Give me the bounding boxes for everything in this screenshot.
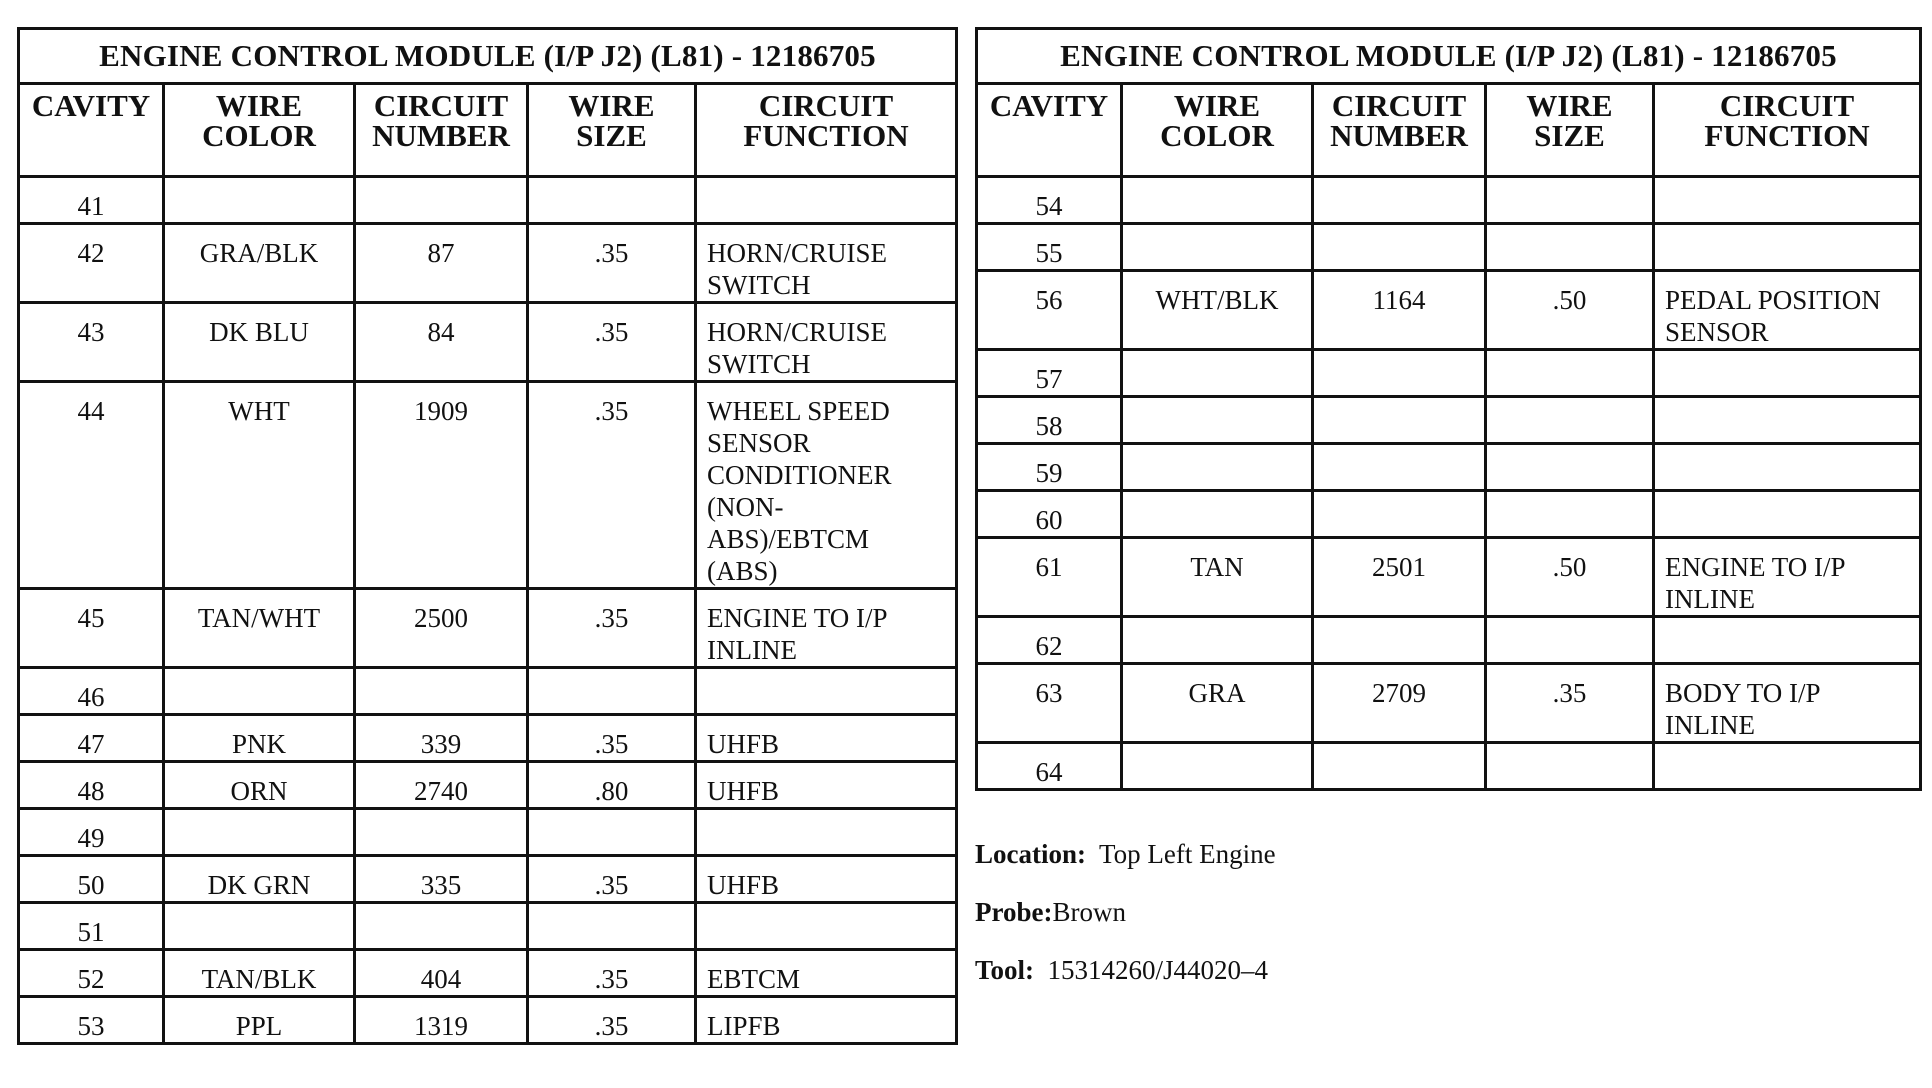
table-row — [977, 743, 1921, 790]
circuit-number-cell — [355, 903, 528, 950]
cavity-cell: 63 — [977, 664, 1122, 743]
circuit-number-cell — [1313, 397, 1486, 444]
table-row — [977, 491, 1921, 538]
table-row — [19, 177, 957, 224]
circuit-function-cell — [1654, 224, 1921, 271]
table-row — [977, 224, 1921, 271]
wire-color-cell: DK BLU — [164, 303, 355, 382]
cavity-cell: 62 — [977, 617, 1122, 664]
column-header-line: WIRE — [1173, 88, 1261, 123]
table-row — [19, 856, 957, 903]
cavity-cell: 52 — [19, 950, 164, 997]
circuit-function-cell — [1654, 444, 1921, 491]
column-header-line: SIZE — [1534, 118, 1605, 153]
probe-value: Brown — [1052, 897, 1126, 927]
table-row — [19, 997, 957, 1044]
table-row — [19, 715, 957, 762]
table-body — [19, 177, 957, 1044]
column-header-line: NUMBER — [372, 118, 510, 153]
table-row — [977, 177, 1921, 224]
wire-size-cell: .35 — [528, 715, 696, 762]
wire-color-cell — [1122, 224, 1313, 271]
circuit-function-line: UHFB — [707, 729, 780, 759]
wire-size-cell — [1486, 224, 1654, 271]
circuit-number-cell: 1164 — [1313, 271, 1486, 350]
circuit-function-line: HORN/CRUISE — [707, 317, 888, 347]
circuit-function-line: UHFB — [707, 870, 780, 900]
circuit-function-cell — [696, 997, 957, 1044]
circuit-function-cell — [696, 589, 957, 668]
column-header-circuit-function — [1654, 84, 1921, 177]
table-row — [19, 589, 957, 668]
wire-color-cell: TAN/BLK — [164, 950, 355, 997]
column-header-line: WIRE — [1526, 88, 1613, 123]
column-header-line: NUMBER — [1330, 118, 1468, 153]
wire-color-cell — [1122, 444, 1313, 491]
circuit-function-cell — [696, 177, 957, 224]
wire-size-cell: .50 — [1486, 271, 1654, 350]
circuit-function-line: EBTCM — [707, 964, 801, 994]
wire-size-cell: .35 — [528, 856, 696, 903]
column-header-circuit-number — [355, 84, 528, 177]
column-header-cavity — [19, 84, 164, 177]
wire-color-cell: TAN/WHT — [164, 589, 355, 668]
location-label: Location: — [975, 839, 1086, 869]
wire-size-cell — [1486, 743, 1654, 790]
column-header-line: CIRCUIT — [1331, 88, 1467, 123]
circuit-function-cell — [696, 303, 957, 382]
circuit-function-line: SWITCH — [707, 349, 811, 379]
circuit-function-line: WHEEL SPEED — [707, 396, 890, 426]
right-connector-table — [975, 27, 1922, 791]
table-row — [977, 617, 1921, 664]
circuit-number-cell — [1313, 177, 1486, 224]
circuit-number-cell: 84 — [355, 303, 528, 382]
cavity-cell: 47 — [19, 715, 164, 762]
cavity-cell: 55 — [977, 224, 1122, 271]
circuit-number-cell: 339 — [355, 715, 528, 762]
circuit-function-line: (ABS) — [707, 556, 778, 586]
column-header-cavity — [977, 84, 1122, 177]
wire-size-cell: .35 — [1486, 664, 1654, 743]
cavity-cell: 56 — [977, 271, 1122, 350]
wire-color-cell: WHT — [164, 382, 355, 589]
circuit-function-line: (NON- — [707, 492, 784, 522]
circuit-number-cell — [355, 177, 528, 224]
circuit-function-line: INLINE — [1665, 584, 1755, 614]
cavity-cell: 61 — [977, 538, 1122, 617]
table-row — [19, 762, 957, 809]
table-row — [19, 382, 957, 589]
wire-size-cell — [528, 177, 696, 224]
wire-color-cell: ORN — [164, 762, 355, 809]
wire-size-cell: .80 — [528, 762, 696, 809]
circuit-function-cell — [1654, 617, 1921, 664]
wire-color-cell — [1122, 397, 1313, 444]
column-header-line: CIRCUIT — [758, 88, 894, 123]
cavity-cell: 48 — [19, 762, 164, 809]
cavity-cell: 45 — [19, 589, 164, 668]
circuit-function-cell — [696, 950, 957, 997]
location-note — [975, 838, 1276, 870]
circuit-function-line: SENSOR — [707, 428, 811, 458]
table-row — [19, 668, 957, 715]
wire-size-cell — [1486, 491, 1654, 538]
circuit-number-cell: 87 — [355, 224, 528, 303]
table-row — [977, 397, 1921, 444]
table-row — [977, 350, 1921, 397]
circuit-number-cell: 2501 — [1313, 538, 1486, 617]
column-header-line: FUNCTION — [1704, 118, 1870, 153]
cavity-cell: 46 — [19, 668, 164, 715]
wire-size-cell — [1486, 397, 1654, 444]
cavity-cell: 51 — [19, 903, 164, 950]
cavity-cell: 42 — [19, 224, 164, 303]
circuit-number-cell — [1313, 224, 1486, 271]
wire-color-cell — [164, 903, 355, 950]
column-header-wire-size — [528, 84, 696, 177]
circuit-number-cell — [1313, 491, 1486, 538]
circuit-function-line: LIPFB — [707, 1011, 781, 1041]
table-title: ENGINE CONTROL MODULE (I/P J2) (L81) - 12186705 — [977, 29, 1921, 84]
table-title: ENGINE CONTROL MODULE (I/P J2) (L81) - 12186705 — [19, 29, 957, 84]
wire-size-cell — [1486, 350, 1654, 397]
circuit-number-cell — [1313, 444, 1486, 491]
wire-color-cell — [164, 809, 355, 856]
column-header-line: COLOR — [202, 118, 316, 153]
circuit-function-cell — [696, 668, 957, 715]
table-row — [19, 809, 957, 856]
circuit-number-cell: 335 — [355, 856, 528, 903]
cavity-cell: 49 — [19, 809, 164, 856]
circuit-function-line: UHFB — [707, 776, 780, 806]
circuit-function-line: INLINE — [1665, 710, 1755, 740]
wire-size-cell: .50 — [1486, 538, 1654, 617]
circuit-function-cell — [1654, 743, 1921, 790]
circuit-function-line: ENGINE TO I/P — [1665, 552, 1846, 582]
circuit-function-line: HORN/CRUISE — [707, 238, 888, 268]
circuit-function-cell — [696, 809, 957, 856]
circuit-number-cell: 1319 — [355, 997, 528, 1044]
connector-notes — [975, 838, 1276, 1012]
column-header-line: SIZE — [576, 118, 647, 153]
circuit-function-line: BODY TO I/P — [1665, 678, 1821, 708]
circuit-function-cell — [696, 224, 957, 303]
table-body — [977, 177, 1921, 790]
wire-color-cell — [1122, 350, 1313, 397]
cavity-cell: 53 — [19, 997, 164, 1044]
column-header-wire-size — [1486, 84, 1654, 177]
table-row — [977, 271, 1921, 350]
wire-size-cell — [1486, 444, 1654, 491]
cavity-cell: 57 — [977, 350, 1122, 397]
column-header-line: CAVITY — [31, 88, 151, 123]
wire-color-cell — [1122, 491, 1313, 538]
cavity-cell: 54 — [977, 177, 1122, 224]
circuit-function-line: ENGINE TO I/P — [707, 603, 888, 633]
cavity-cell: 64 — [977, 743, 1122, 790]
wire-size-cell: .35 — [528, 997, 696, 1044]
wire-color-cell — [1122, 617, 1313, 664]
table-row — [19, 903, 957, 950]
circuit-function-line: SENSOR — [1665, 317, 1769, 347]
cavity-cell: 43 — [19, 303, 164, 382]
probe-note — [975, 896, 1276, 928]
wire-size-cell: .35 — [528, 589, 696, 668]
location-value: Top Left Engine — [1099, 839, 1276, 869]
circuit-number-cell — [355, 809, 528, 856]
column-header-row — [19, 84, 957, 177]
circuit-function-cell — [1654, 664, 1921, 743]
column-header-wire-color — [1122, 84, 1313, 177]
circuit-number-cell: 2740 — [355, 762, 528, 809]
cavity-cell: 60 — [977, 491, 1122, 538]
circuit-number-cell: 1909 — [355, 382, 528, 589]
tool-label: Tool: — [975, 955, 1035, 985]
cavity-cell: 41 — [19, 177, 164, 224]
cavity-cell: 50 — [19, 856, 164, 903]
circuit-function-cell — [1654, 491, 1921, 538]
wire-size-cell — [528, 903, 696, 950]
circuit-function-line: CONDITIONER — [707, 460, 892, 490]
wire-color-cell: DK GRN — [164, 856, 355, 903]
circuit-function-line: INLINE — [707, 635, 797, 665]
table-row — [19, 224, 957, 303]
left-connector-table — [17, 27, 958, 1045]
wire-color-cell: PNK — [164, 715, 355, 762]
circuit-number-cell: 404 — [355, 950, 528, 997]
circuit-function-line: SWITCH — [707, 270, 811, 300]
circuit-number-cell — [1313, 617, 1486, 664]
table-row — [977, 664, 1921, 743]
column-header-line: CIRCUIT — [1719, 88, 1855, 123]
wire-size-cell: .35 — [528, 950, 696, 997]
cavity-cell: 44 — [19, 382, 164, 589]
circuit-function-cell — [1654, 177, 1921, 224]
cavity-cell: 58 — [977, 397, 1122, 444]
column-header-line: WIRE — [568, 88, 655, 123]
tool-value: 15314260/J44020–4 — [1047, 955, 1269, 985]
wire-size-cell — [1486, 177, 1654, 224]
wire-size-cell — [528, 668, 696, 715]
wire-color-cell — [164, 668, 355, 715]
circuit-function-cell — [696, 762, 957, 809]
circuit-function-cell — [1654, 397, 1921, 444]
column-header-wire-color — [164, 84, 355, 177]
circuit-number-cell: 2709 — [1313, 664, 1486, 743]
table-row — [19, 303, 957, 382]
tool-note — [975, 954, 1276, 986]
wire-color-cell: GRA — [1122, 664, 1313, 743]
circuit-function-line: ABS)/EBTCM — [707, 524, 870, 554]
circuit-number-cell — [1313, 743, 1486, 790]
wire-color-cell: WHT/BLK — [1122, 271, 1313, 350]
column-header-row — [977, 84, 1921, 177]
column-header-line: CAVITY — [989, 88, 1109, 123]
wire-size-cell: .35 — [528, 224, 696, 303]
circuit-function-cell — [696, 382, 957, 589]
circuit-function-cell — [1654, 538, 1921, 617]
column-header-line: COLOR — [1160, 118, 1274, 153]
wire-size-cell: .35 — [528, 303, 696, 382]
circuit-number-cell — [355, 668, 528, 715]
table-row — [977, 444, 1921, 491]
circuit-number-cell — [1313, 350, 1486, 397]
wire-size-cell — [1486, 617, 1654, 664]
wire-color-cell: TAN — [1122, 538, 1313, 617]
column-header-line: WIRE — [215, 88, 303, 123]
column-header-circuit-number — [1313, 84, 1486, 177]
wire-color-cell — [1122, 177, 1313, 224]
wire-size-cell — [528, 809, 696, 856]
circuit-function-line: PEDAL POSITION — [1665, 285, 1881, 315]
wire-color-cell — [164, 177, 355, 224]
circuit-function-cell — [1654, 271, 1921, 350]
circuit-function-cell — [696, 903, 957, 950]
table-row — [977, 538, 1921, 617]
wire-color-cell — [1122, 743, 1313, 790]
column-header-line: CIRCUIT — [373, 88, 509, 123]
circuit-function-cell — [696, 856, 957, 903]
circuit-number-cell: 2500 — [355, 589, 528, 668]
wire-color-cell: GRA/BLK — [164, 224, 355, 303]
circuit-function-cell — [696, 715, 957, 762]
wire-color-cell: PPL — [164, 997, 355, 1044]
cavity-cell: 59 — [977, 444, 1122, 491]
wire-size-cell: .35 — [528, 382, 696, 589]
table-row — [19, 950, 957, 997]
circuit-function-cell — [1654, 350, 1921, 397]
column-header-line: FUNCTION — [743, 118, 909, 153]
probe-label: Probe: — [975, 897, 1053, 927]
column-header-circuit-function — [696, 84, 957, 177]
